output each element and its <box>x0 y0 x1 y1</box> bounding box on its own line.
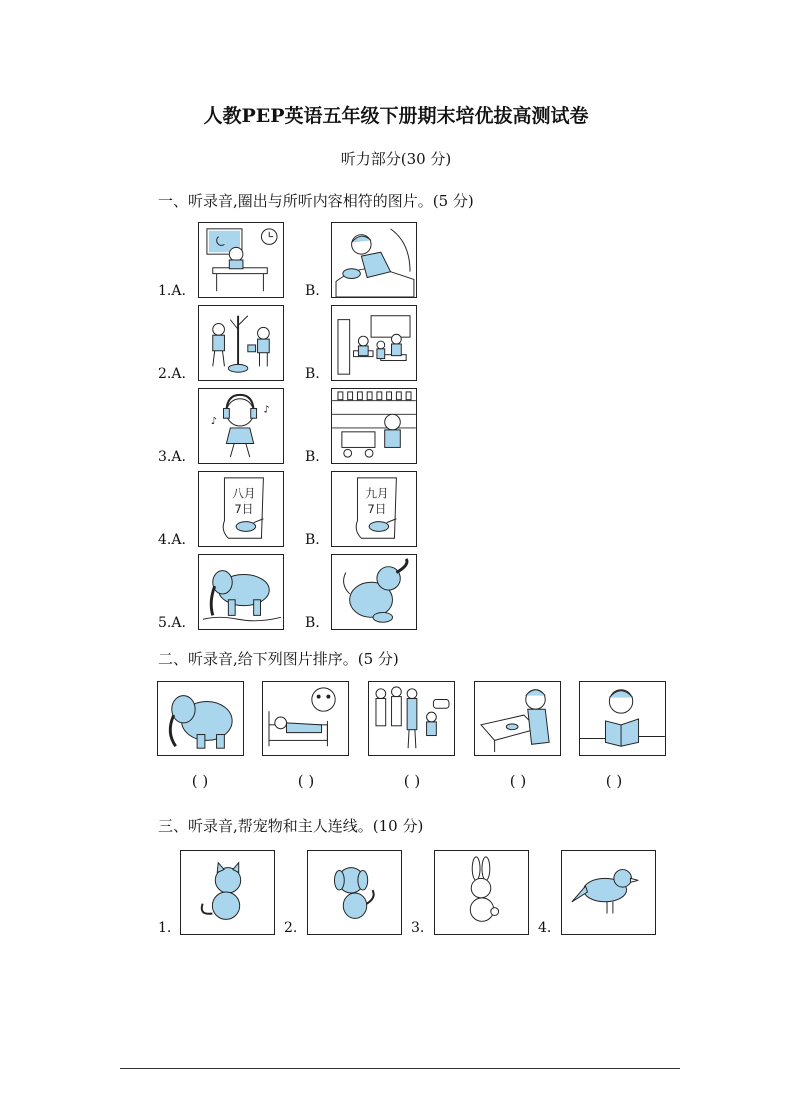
pet-label-2: 2. <box>284 920 298 936</box>
elephant-sitting-icon[interactable] <box>331 554 417 630</box>
row5-b-label: B. <box>305 615 320 631</box>
kids-planting-tree-icon[interactable] <box>198 305 284 381</box>
calendar-b-day: 7日 <box>367 501 387 516</box>
part2-heading: 二、听录音,给下列图片排序。(5 分) <box>158 650 399 668</box>
order-blank-2[interactable]: ( ) <box>297 772 315 790</box>
dog-icon[interactable] <box>307 850 402 935</box>
pet-label-3: 3. <box>411 920 425 936</box>
order-blank-3[interactable]: ( ) <box>403 772 421 790</box>
calendar-a-month: 八月 <box>232 486 256 501</box>
calendar-b-month: 九月 <box>365 486 389 501</box>
row3-a-label: 3.A. <box>158 449 186 465</box>
footer-rule <box>120 1068 680 1069</box>
elephant-drinking-icon[interactable] <box>198 554 284 630</box>
boy-at-table-icon[interactable] <box>474 681 561 756</box>
order-blank-4[interactable]: ( ) <box>509 772 527 790</box>
pet-label-1: 1. <box>158 920 172 936</box>
row1-a-label: 1.A. <box>158 283 186 299</box>
girl-with-headphones-icon[interactable] <box>198 388 284 464</box>
rabbit-icon[interactable] <box>434 850 529 935</box>
row3-b-label: B. <box>305 449 320 465</box>
part1-heading: 一、听录音,圈出与所听内容相符的图片。(5 分) <box>158 192 474 210</box>
boy-in-bed-with-phone-icon[interactable] <box>331 222 417 298</box>
calendar-september-icon[interactable] <box>331 471 417 547</box>
bird-icon[interactable] <box>561 850 656 935</box>
boy-shopping-cart-icon[interactable] <box>331 388 417 464</box>
cat-icon[interactable] <box>180 850 275 935</box>
svg-text:♪: ♪ <box>210 416 218 428</box>
kids-cleaning-classroom-icon[interactable] <box>331 305 417 381</box>
sleeping-kid-icon[interactable] <box>262 681 349 756</box>
svg-text:♪: ♪ <box>263 404 270 416</box>
order-blank-1[interactable]: ( ) <box>191 772 209 790</box>
row1-b-label: B. <box>305 283 320 299</box>
boy-reading-icon[interactable] <box>579 681 666 756</box>
girl-eating-at-night-icon[interactable] <box>198 222 284 298</box>
row5-a-label: 5.A. <box>158 615 186 631</box>
elephant-icon[interactable] <box>157 681 244 756</box>
page-title: 人教PEP英语五年级下册期末培优拔高测试卷 <box>203 105 589 127</box>
pet-label-4: 4. <box>538 920 552 936</box>
order-blank-5[interactable]: ( ) <box>605 772 623 790</box>
row2-b-label: B. <box>305 366 320 382</box>
page-subtitle: 听力部分(30 分) <box>340 150 452 168</box>
row2-a-label: 2.A. <box>158 366 186 382</box>
part3-heading: 三、听录音,帮宠物和主人连线。(10 分) <box>158 817 424 835</box>
crowd-street-icon[interactable] <box>368 681 455 756</box>
row4-b-label: B. <box>305 532 320 548</box>
calendar-a-day: 7日 <box>234 501 254 516</box>
row4-a-label: 4.A. <box>158 532 186 548</box>
calendar-august-icon[interactable] <box>198 471 284 547</box>
